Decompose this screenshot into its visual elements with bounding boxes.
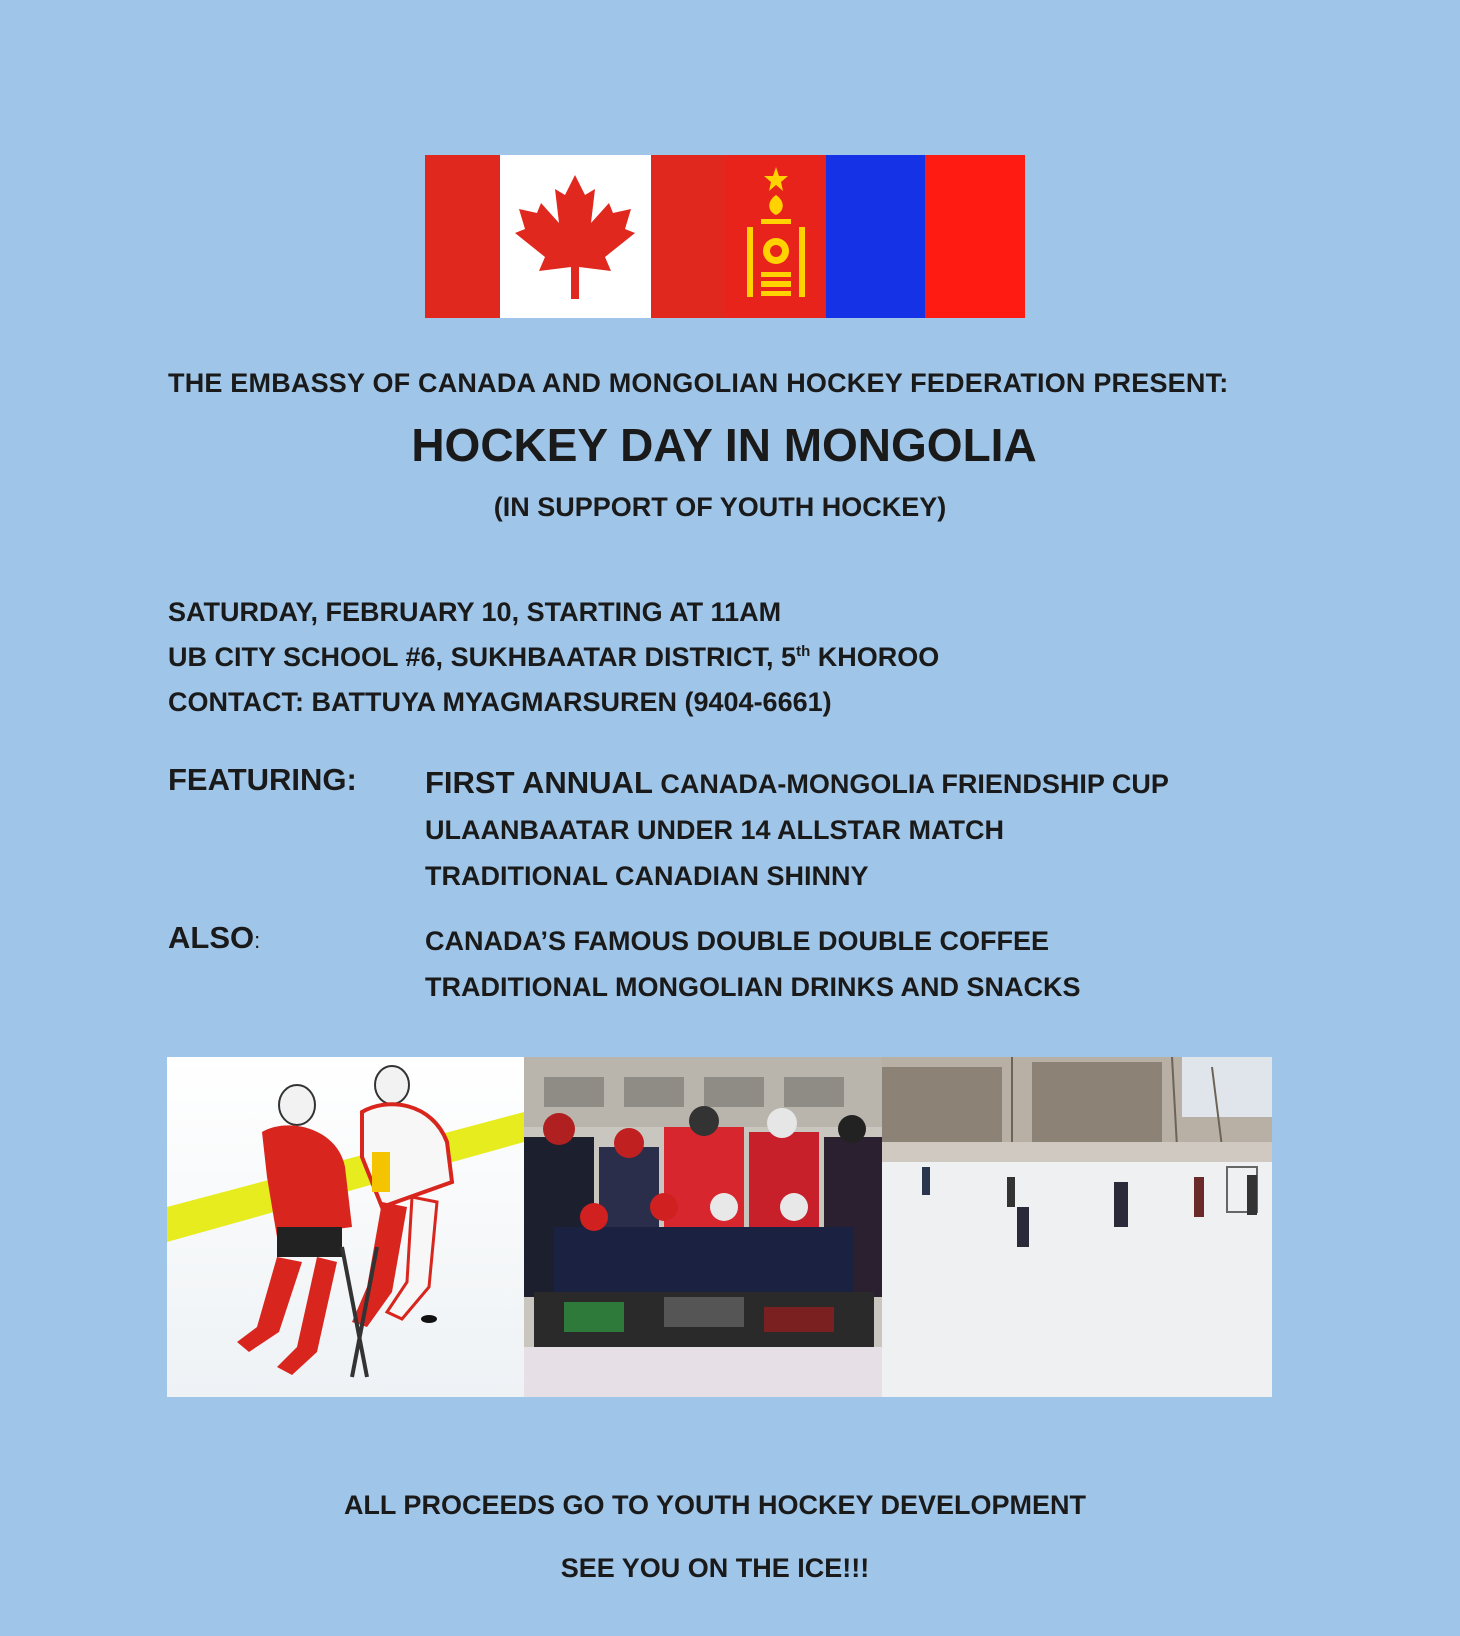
proceeds-line: ALL PROCEEDS GO TO YOUTH HOCKEY DEVELOPMENT [343,1490,1087,1520]
photo-players-action [167,1057,524,1397]
mongolia-flag-center-band [826,155,925,318]
outdoor-rink-image [882,1057,1272,1397]
featuring-item-allstar-match: ULAANBAATAR UNDER 14 ALLSTAR MATCH [425,815,1004,845]
canada-mongolia-flags [425,155,1025,318]
also-label [168,920,260,956]
featuring-item-lead: FIRST ANNUAL [425,765,653,800]
presenters-line: THE EMBASSY OF CANADA AND MONGOLIAN HOCKEY FEDERATION PRESENT: [168,368,1229,398]
photo-team-group [524,1057,882,1397]
also-item-snacks: TRADITIONAL MONGOLIAN DRINKS AND SNACKS [425,972,1081,1002]
featuring-list [425,760,1169,899]
hockey-players-image [167,1057,524,1397]
photo-strip [167,1057,1272,1397]
event-tagline: (IN SUPPORT OF YOUTH HOCKEY) [493,492,947,522]
featuring-item-shinny: TRADITIONAL CANADIAN SHINNY [425,861,869,891]
team-group-image [524,1057,882,1397]
event-contact: CONTACT: BATTUYA MYAGMARSUREN (9404-6661) [168,687,832,717]
event-details [168,590,939,725]
also-list [425,918,1081,1010]
location-prefix: UB CITY SCHOOL #6, SUKHBAATAR DISTRICT, 5 [168,642,797,672]
page-title: HOCKEY DAY IN MONGOLIA [411,419,1037,471]
featuring-label: FEATURING: [168,762,357,797]
event-date-time: SATURDAY, FEBRUARY 10, STARTING AT 11AM [168,597,782,627]
canada-flag-right-band [651,155,726,318]
photo-outdoor-rink [882,1057,1272,1397]
signoff-line: SEE YOU ON THE ICE!!! [560,1553,870,1583]
flags-banner [425,155,1025,318]
event-location [168,635,939,680]
location-ordinal: th [796,643,811,660]
also-label-text: ALSO [168,920,255,955]
canada-flag-left-band [425,155,500,318]
featuring-item-friendship-cup [425,760,1169,807]
featuring-item-rest: CANADA-MONGOLIA FRIENDSHIP CUP [652,769,1169,799]
mongolia-flag-right-band [925,155,1025,318]
location-suffix: KHOROO [810,642,940,672]
also-item-coffee: CANADA’S FAMOUS DOUBLE DOUBLE COFFEE [425,926,1050,956]
also-label-colon: : [254,928,261,953]
